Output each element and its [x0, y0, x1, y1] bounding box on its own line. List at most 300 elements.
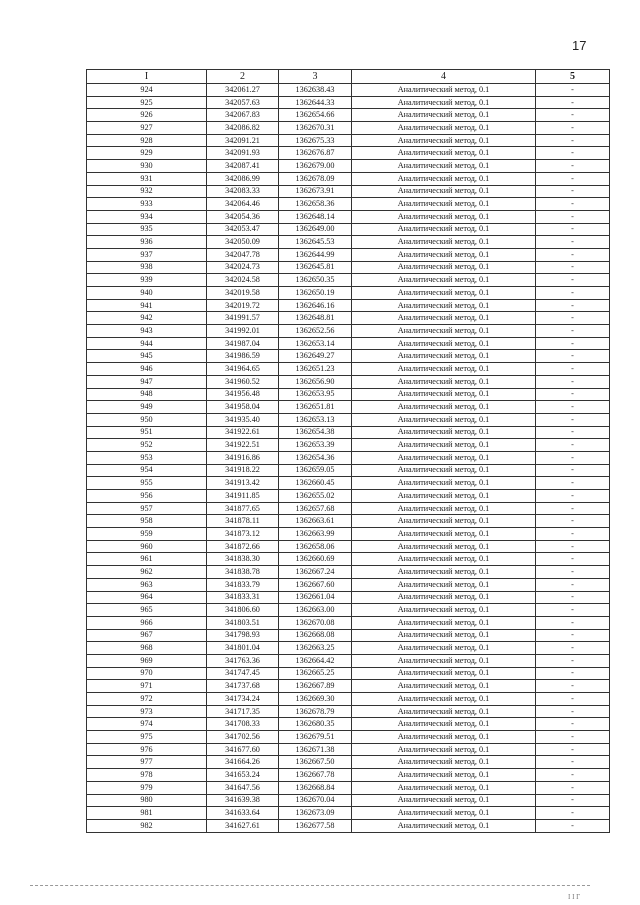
- accuracy-cell: -: [536, 96, 610, 109]
- accuracy-cell: -: [536, 350, 610, 363]
- accuracy-cell: -: [536, 185, 610, 198]
- x-coordinate-cell: 342086.82: [207, 122, 279, 135]
- method-cell: Аналитический метод, 0.1: [352, 299, 536, 312]
- y-coordinate-cell: 1362667.24: [279, 566, 352, 579]
- x-coordinate-cell: 342054.36: [207, 210, 279, 223]
- table-row: [87, 451, 610, 464]
- y-coordinate-cell: 1362667.60: [279, 578, 352, 591]
- method-cell: Аналитический метод, 0.1: [352, 172, 536, 185]
- x-coordinate-cell: 341639.38: [207, 794, 279, 807]
- method-cell: Аналитический метод, 0.1: [352, 705, 536, 718]
- point-number-cell: 940: [87, 287, 207, 300]
- method-cell: Аналитический метод, 0.1: [352, 743, 536, 756]
- table-row: [87, 769, 610, 782]
- x-coordinate-cell: 341798.93: [207, 629, 279, 642]
- accuracy-cell: -: [536, 819, 610, 832]
- y-coordinate-cell: 1362667.50: [279, 756, 352, 769]
- accuracy-cell: -: [536, 680, 610, 693]
- method-cell: Аналитический метод, 0.1: [352, 464, 536, 477]
- table-row: [87, 248, 610, 261]
- accuracy-cell: -: [536, 464, 610, 477]
- y-coordinate-cell: 1362679.51: [279, 731, 352, 744]
- y-coordinate-cell: 1362664.42: [279, 654, 352, 667]
- y-coordinate-cell: 1362670.31: [279, 122, 352, 135]
- x-coordinate-cell: 341916.86: [207, 451, 279, 464]
- point-number-cell: 941: [87, 299, 207, 312]
- accuracy-cell: -: [536, 198, 610, 211]
- accuracy-cell: -: [536, 477, 610, 490]
- point-number-cell: 950: [87, 413, 207, 426]
- point-number-cell: 944: [87, 337, 207, 350]
- point-number-cell: 965: [87, 604, 207, 617]
- point-number-cell: 961: [87, 553, 207, 566]
- method-cell: Аналитический метод, 0.1: [352, 604, 536, 617]
- x-coordinate-cell: 341702.56: [207, 731, 279, 744]
- table-row: [87, 566, 610, 579]
- accuracy-cell: -: [536, 769, 610, 782]
- table-row: [87, 807, 610, 820]
- accuracy-cell: -: [536, 337, 610, 350]
- x-coordinate-cell: 341677.60: [207, 743, 279, 756]
- x-coordinate-cell: 341877.65: [207, 502, 279, 515]
- y-coordinate-cell: 1362661.04: [279, 591, 352, 604]
- table-row: [87, 705, 610, 718]
- method-cell: Аналитический метод, 0.1: [352, 578, 536, 591]
- method-cell: Аналитический метод, 0.1: [352, 198, 536, 211]
- point-number-cell: 972: [87, 693, 207, 706]
- header-col-4: 4: [352, 70, 536, 84]
- x-coordinate-cell: 342064.46: [207, 198, 279, 211]
- x-coordinate-cell: 342061.27: [207, 84, 279, 97]
- method-cell: Аналитический метод, 0.1: [352, 553, 536, 566]
- point-number-cell: 936: [87, 236, 207, 249]
- y-coordinate-cell: 1362678.79: [279, 705, 352, 718]
- point-number-cell: 945: [87, 350, 207, 363]
- method-cell: Аналитический метод, 0.1: [352, 781, 536, 794]
- point-number-cell: 971: [87, 680, 207, 693]
- accuracy-cell: -: [536, 743, 610, 756]
- accuracy-cell: -: [536, 388, 610, 401]
- table-header-row: [87, 70, 610, 84]
- y-coordinate-cell: 1362644.99: [279, 248, 352, 261]
- point-number-cell: 949: [87, 401, 207, 414]
- accuracy-cell: -: [536, 147, 610, 160]
- y-coordinate-cell: 1362663.61: [279, 515, 352, 528]
- point-number-cell: 979: [87, 781, 207, 794]
- accuracy-cell: -: [536, 261, 610, 274]
- accuracy-cell: -: [536, 134, 610, 147]
- table-row: [87, 591, 610, 604]
- table-row: [87, 261, 610, 274]
- accuracy-cell: -: [536, 794, 610, 807]
- point-number-cell: 942: [87, 312, 207, 325]
- x-coordinate-cell: 341653.24: [207, 769, 279, 782]
- x-coordinate-cell: 341708.33: [207, 718, 279, 731]
- accuracy-cell: -: [536, 375, 610, 388]
- x-coordinate-cell: 341913.42: [207, 477, 279, 490]
- accuracy-cell: -: [536, 540, 610, 553]
- table-row: [87, 693, 610, 706]
- method-cell: Аналитический метод, 0.1: [352, 236, 536, 249]
- accuracy-cell: -: [536, 363, 610, 376]
- table-row: [87, 223, 610, 236]
- table-row: [87, 134, 610, 147]
- method-cell: Аналитический метод, 0.1: [352, 274, 536, 287]
- table-row: [87, 413, 610, 426]
- y-coordinate-cell: 1362670.08: [279, 616, 352, 629]
- table-row: [87, 718, 610, 731]
- y-coordinate-cell: 1362649.00: [279, 223, 352, 236]
- y-coordinate-cell: 1362677.58: [279, 819, 352, 832]
- x-coordinate-cell: 341737.68: [207, 680, 279, 693]
- method-cell: Аналитический метод, 0.1: [352, 122, 536, 135]
- table-row: [87, 667, 610, 680]
- method-cell: Аналитический метод, 0.1: [352, 731, 536, 744]
- accuracy-cell: -: [536, 160, 610, 173]
- y-coordinate-cell: 1362656.90: [279, 375, 352, 388]
- method-cell: Аналитический метод, 0.1: [352, 401, 536, 414]
- accuracy-cell: -: [536, 413, 610, 426]
- point-number-cell: 967: [87, 629, 207, 642]
- x-coordinate-cell: 341935.40: [207, 413, 279, 426]
- table-row: [87, 528, 610, 541]
- accuracy-cell: -: [536, 642, 610, 655]
- method-cell: Аналитический метод, 0.1: [352, 769, 536, 782]
- x-coordinate-cell: 341872.66: [207, 540, 279, 553]
- x-coordinate-cell: 341873.12: [207, 528, 279, 541]
- page-number: 17: [572, 38, 587, 53]
- point-number-cell: 943: [87, 325, 207, 338]
- x-coordinate-cell: 342087.41: [207, 160, 279, 173]
- table-row: [87, 743, 610, 756]
- y-coordinate-cell: 1362667.89: [279, 680, 352, 693]
- point-number-cell: 982: [87, 819, 207, 832]
- table-row: [87, 210, 610, 223]
- table-row: [87, 578, 610, 591]
- x-coordinate-cell: 342019.58: [207, 287, 279, 300]
- table-row: [87, 401, 610, 414]
- point-number-cell: 946: [87, 363, 207, 376]
- x-coordinate-cell: 341627.61: [207, 819, 279, 832]
- y-coordinate-cell: 1362652.56: [279, 325, 352, 338]
- table-row: [87, 553, 610, 566]
- x-coordinate-cell: 342083.33: [207, 185, 279, 198]
- accuracy-cell: -: [536, 223, 610, 236]
- table-row: [87, 502, 610, 515]
- point-number-cell: 969: [87, 654, 207, 667]
- y-coordinate-cell: 1362648.14: [279, 210, 352, 223]
- y-coordinate-cell: 1362654.36: [279, 451, 352, 464]
- y-coordinate-cell: 1362673.09: [279, 807, 352, 820]
- y-coordinate-cell: 1362648.81: [279, 312, 352, 325]
- accuracy-cell: -: [536, 756, 610, 769]
- x-coordinate-cell: 342019.72: [207, 299, 279, 312]
- x-coordinate-cell: 341833.79: [207, 578, 279, 591]
- method-cell: Аналитический метод, 0.1: [352, 375, 536, 388]
- point-number-cell: 978: [87, 769, 207, 782]
- point-number-cell: 981: [87, 807, 207, 820]
- table-row: [87, 819, 610, 832]
- x-coordinate-cell: 341958.04: [207, 401, 279, 414]
- x-coordinate-cell: 341922.51: [207, 439, 279, 452]
- method-cell: Аналитический метод, 0.1: [352, 96, 536, 109]
- x-coordinate-cell: 342024.58: [207, 274, 279, 287]
- table-row: [87, 477, 610, 490]
- y-coordinate-cell: 1362650.35: [279, 274, 352, 287]
- point-number-cell: 931: [87, 172, 207, 185]
- table-row: [87, 781, 610, 794]
- x-coordinate-cell: 341838.30: [207, 553, 279, 566]
- method-cell: Аналитический метод, 0.1: [352, 642, 536, 655]
- table-row: [87, 515, 610, 528]
- accuracy-cell: -: [536, 274, 610, 287]
- header-col-5: 5: [536, 70, 610, 84]
- table-row: [87, 96, 610, 109]
- point-number-cell: 964: [87, 591, 207, 604]
- x-coordinate-cell: 341717.35: [207, 705, 279, 718]
- method-cell: Аналитический метод, 0.1: [352, 388, 536, 401]
- accuracy-cell: -: [536, 629, 610, 642]
- table-row: [87, 274, 610, 287]
- x-coordinate-cell: 342024.73: [207, 261, 279, 274]
- accuracy-cell: -: [536, 236, 610, 249]
- point-number-cell: 956: [87, 490, 207, 503]
- y-coordinate-cell: 1362658.36: [279, 198, 352, 211]
- point-number-cell: 958: [87, 515, 207, 528]
- method-cell: Аналитический метод, 0.1: [352, 718, 536, 731]
- point-number-cell: 957: [87, 502, 207, 515]
- method-cell: Аналитический метод, 0.1: [352, 350, 536, 363]
- method-cell: Аналитический метод, 0.1: [352, 160, 536, 173]
- table-row: [87, 172, 610, 185]
- accuracy-cell: -: [536, 705, 610, 718]
- point-number-cell: 951: [87, 426, 207, 439]
- method-cell: Аналитический метод, 0.1: [352, 210, 536, 223]
- method-cell: Аналитический метод, 0.1: [352, 490, 536, 503]
- method-cell: Аналитический метод, 0.1: [352, 629, 536, 642]
- table-row: [87, 642, 610, 655]
- table-row: [87, 794, 610, 807]
- x-coordinate-cell: 341801.04: [207, 642, 279, 655]
- method-cell: Аналитический метод, 0.1: [352, 84, 536, 97]
- table-row: [87, 616, 610, 629]
- method-cell: Аналитический метод, 0.1: [352, 439, 536, 452]
- method-cell: Аналитический метод, 0.1: [352, 693, 536, 706]
- y-coordinate-cell: 1362663.99: [279, 528, 352, 541]
- point-number-cell: 935: [87, 223, 207, 236]
- y-coordinate-cell: 1362670.04: [279, 794, 352, 807]
- accuracy-cell: -: [536, 616, 610, 629]
- table-row: [87, 84, 610, 97]
- table-row: [87, 236, 610, 249]
- y-coordinate-cell: 1362658.06: [279, 540, 352, 553]
- y-coordinate-cell: 1362646.16: [279, 299, 352, 312]
- table-row: [87, 426, 610, 439]
- y-coordinate-cell: 1362653.39: [279, 439, 352, 452]
- point-number-cell: 955: [87, 477, 207, 490]
- accuracy-cell: -: [536, 299, 610, 312]
- x-coordinate-cell: 341647.56: [207, 781, 279, 794]
- point-number-cell: 939: [87, 274, 207, 287]
- y-coordinate-cell: 1362669.30: [279, 693, 352, 706]
- method-cell: Аналитический метод, 0.1: [352, 515, 536, 528]
- x-coordinate-cell: 342057.63: [207, 96, 279, 109]
- point-number-cell: 966: [87, 616, 207, 629]
- accuracy-cell: -: [536, 490, 610, 503]
- point-number-cell: 933: [87, 198, 207, 211]
- accuracy-cell: -: [536, 502, 610, 515]
- point-number-cell: 932: [87, 185, 207, 198]
- y-coordinate-cell: 1362655.02: [279, 490, 352, 503]
- y-coordinate-cell: 1362645.81: [279, 261, 352, 274]
- method-cell: Аналитический метод, 0.1: [352, 109, 536, 122]
- x-coordinate-cell: 342053.47: [207, 223, 279, 236]
- y-coordinate-cell: 1362653.13: [279, 413, 352, 426]
- table-row: [87, 363, 610, 376]
- method-cell: Аналитический метод, 0.1: [352, 566, 536, 579]
- x-coordinate-cell: 341964.65: [207, 363, 279, 376]
- x-coordinate-cell: 341991.57: [207, 312, 279, 325]
- table-row: [87, 540, 610, 553]
- point-number-cell: 929: [87, 147, 207, 160]
- accuracy-cell: -: [536, 566, 610, 579]
- x-coordinate-cell: 342067.83: [207, 109, 279, 122]
- table-row: [87, 160, 610, 173]
- x-coordinate-cell: 341987.04: [207, 337, 279, 350]
- x-coordinate-cell: 342091.21: [207, 134, 279, 147]
- x-coordinate-cell: 341803.51: [207, 616, 279, 629]
- point-number-cell: 976: [87, 743, 207, 756]
- header-col-1: I: [87, 70, 207, 84]
- point-number-cell: 963: [87, 578, 207, 591]
- y-coordinate-cell: 1362660.45: [279, 477, 352, 490]
- table-row: [87, 654, 610, 667]
- method-cell: Аналитический метод, 0.1: [352, 667, 536, 680]
- y-coordinate-cell: 1362638.43: [279, 84, 352, 97]
- y-coordinate-cell: 1362668.84: [279, 781, 352, 794]
- table-row: [87, 604, 610, 617]
- accuracy-cell: -: [536, 718, 610, 731]
- accuracy-cell: -: [536, 578, 610, 591]
- y-coordinate-cell: 1362675.33: [279, 134, 352, 147]
- footer-mark: I I Г: [568, 893, 581, 901]
- y-coordinate-cell: 1362679.00: [279, 160, 352, 173]
- method-cell: Аналитический метод, 0.1: [352, 819, 536, 832]
- coordinates-table: [86, 69, 610, 833]
- table-row: [87, 287, 610, 300]
- x-coordinate-cell: 341878.11: [207, 515, 279, 528]
- accuracy-cell: -: [536, 287, 610, 300]
- point-number-cell: 947: [87, 375, 207, 388]
- method-cell: Аналитический метод, 0.1: [352, 426, 536, 439]
- method-cell: Аналитический метод, 0.1: [352, 502, 536, 515]
- table-row: [87, 185, 610, 198]
- y-coordinate-cell: 1362665.25: [279, 667, 352, 680]
- table-row: [87, 337, 610, 350]
- table-row: [87, 375, 610, 388]
- point-number-cell: 977: [87, 756, 207, 769]
- table-row: [87, 109, 610, 122]
- y-coordinate-cell: 1362671.38: [279, 743, 352, 756]
- x-coordinate-cell: 341747.45: [207, 667, 279, 680]
- accuracy-cell: -: [536, 312, 610, 325]
- x-coordinate-cell: 342047.78: [207, 248, 279, 261]
- point-number-cell: 934: [87, 210, 207, 223]
- accuracy-cell: -: [536, 528, 610, 541]
- point-number-cell: 924: [87, 84, 207, 97]
- table-row: [87, 680, 610, 693]
- point-number-cell: 953: [87, 451, 207, 464]
- table-row: [87, 325, 610, 338]
- method-cell: Аналитический метод, 0.1: [352, 287, 536, 300]
- y-coordinate-cell: 1362657.68: [279, 502, 352, 515]
- y-coordinate-cell: 1362673.91: [279, 185, 352, 198]
- point-number-cell: 937: [87, 248, 207, 261]
- method-cell: Аналитический метод, 0.1: [352, 528, 536, 541]
- point-number-cell: 975: [87, 731, 207, 744]
- accuracy-cell: -: [536, 667, 610, 680]
- bottom-divider: [30, 885, 590, 886]
- x-coordinate-cell: 341763.36: [207, 654, 279, 667]
- point-number-cell: 927: [87, 122, 207, 135]
- y-coordinate-cell: 1362678.09: [279, 172, 352, 185]
- method-cell: Аналитический метод, 0.1: [352, 451, 536, 464]
- x-coordinate-cell: 341918.22: [207, 464, 279, 477]
- method-cell: Аналитический метод, 0.1: [352, 591, 536, 604]
- point-number-cell: 925: [87, 96, 207, 109]
- x-coordinate-cell: 342050.09: [207, 236, 279, 249]
- x-coordinate-cell: 341806.60: [207, 604, 279, 617]
- table-row: [87, 350, 610, 363]
- accuracy-cell: -: [536, 248, 610, 261]
- accuracy-cell: -: [536, 122, 610, 135]
- y-coordinate-cell: 1362680.35: [279, 718, 352, 731]
- x-coordinate-cell: 341664.26: [207, 756, 279, 769]
- table-body: [87, 84, 610, 833]
- method-cell: Аналитический метод, 0.1: [352, 147, 536, 160]
- point-number-cell: 980: [87, 794, 207, 807]
- table-row: [87, 388, 610, 401]
- y-coordinate-cell: 1362644.33: [279, 96, 352, 109]
- method-cell: Аналитический метод, 0.1: [352, 616, 536, 629]
- point-number-cell: 928: [87, 134, 207, 147]
- accuracy-cell: -: [536, 604, 610, 617]
- y-coordinate-cell: 1362645.53: [279, 236, 352, 249]
- x-coordinate-cell: 341833.31: [207, 591, 279, 604]
- accuracy-cell: -: [536, 515, 610, 528]
- x-coordinate-cell: 341956.48: [207, 388, 279, 401]
- method-cell: Аналитический метод, 0.1: [352, 337, 536, 350]
- method-cell: Аналитический метод, 0.1: [352, 807, 536, 820]
- accuracy-cell: -: [536, 553, 610, 566]
- table-row: [87, 464, 610, 477]
- table-row: [87, 147, 610, 160]
- point-number-cell: 930: [87, 160, 207, 173]
- accuracy-cell: -: [536, 591, 610, 604]
- y-coordinate-cell: 1362660.69: [279, 553, 352, 566]
- method-cell: Аналитический метод, 0.1: [352, 185, 536, 198]
- point-number-cell: 970: [87, 667, 207, 680]
- y-coordinate-cell: 1362651.81: [279, 401, 352, 414]
- point-number-cell: 974: [87, 718, 207, 731]
- point-number-cell: 954: [87, 464, 207, 477]
- method-cell: Аналитический метод, 0.1: [352, 134, 536, 147]
- table-row: [87, 439, 610, 452]
- method-cell: Аналитический метод, 0.1: [352, 540, 536, 553]
- header-col-2: 2: [207, 70, 279, 84]
- method-cell: Аналитический метод, 0.1: [352, 261, 536, 274]
- accuracy-cell: -: [536, 439, 610, 452]
